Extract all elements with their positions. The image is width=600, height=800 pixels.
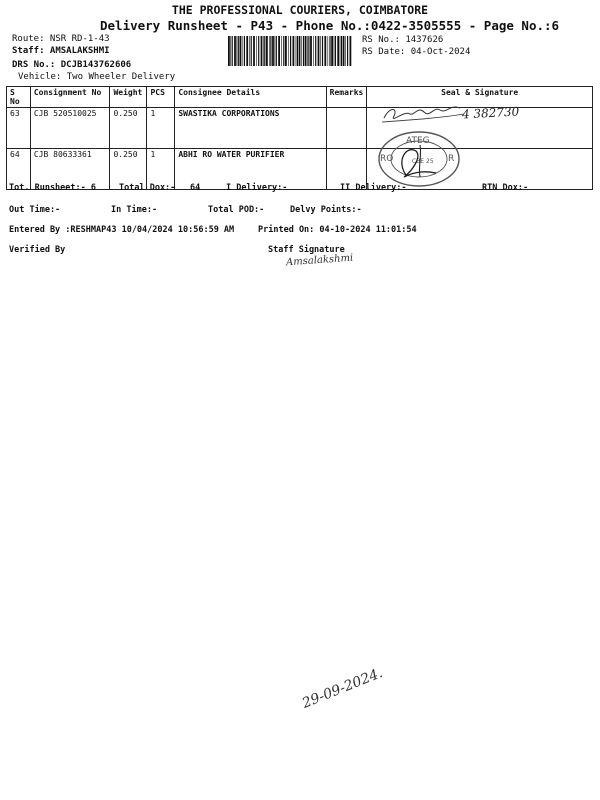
consignee: ABHI RO WATER PURIFIER — [175, 149, 326, 190]
barcode-bar — [296, 36, 297, 66]
staff-signature-handwritten: Amsalakshmi — [285, 252, 354, 269]
in-time: In Time:- — [111, 205, 158, 215]
barcode-bar — [303, 36, 304, 66]
svg-text:RO: RO — [380, 154, 394, 164]
total-dox-label: Total Dox:- — [119, 183, 176, 193]
runsheet-table — [6, 86, 593, 190]
serial-number: 64 — [7, 149, 31, 190]
barcode-bar — [266, 36, 268, 66]
i-delivery: I Delivery:- — [226, 183, 288, 193]
column-header: Consignee Details — [175, 87, 326, 108]
barcode-bar — [251, 36, 252, 66]
weight: 0.250 — [110, 108, 147, 149]
svg-text:CBE 25: CBE 25 — [412, 158, 434, 165]
weight: 0.250 — [110, 149, 147, 190]
column-header: Consignment No — [30, 87, 110, 108]
rs-number: RS No.: 1437626 — [362, 35, 444, 45]
barcode-bar — [347, 36, 348, 66]
barcode-bar — [322, 36, 323, 66]
barcode-bar — [228, 36, 230, 66]
total-dox-value: 64 — [190, 183, 201, 193]
pieces: 1 — [147, 108, 175, 149]
barcode-bar — [242, 36, 243, 66]
barcode-bar — [253, 36, 255, 66]
barcode-bar — [270, 36, 271, 66]
barcode-bar — [275, 36, 276, 66]
barcode-bar — [269, 36, 270, 66]
barcode-bar — [343, 36, 345, 66]
serial-number: 63 — [7, 108, 31, 149]
barcode-bar — [278, 36, 280, 66]
barcode-bar — [340, 36, 341, 66]
pieces: 1 — [147, 149, 175, 190]
out-time: Out Time:- — [9, 205, 61, 215]
barcode-bar — [328, 36, 329, 66]
handwritten-date: 29-09-2024. — [300, 665, 385, 712]
seal-stamp-image — [376, 131, 462, 191]
remarks — [326, 108, 367, 149]
barcode-bar — [272, 36, 274, 66]
barcode-bar — [334, 36, 335, 66]
barcode-bar — [350, 36, 352, 66]
barcode-bar — [299, 36, 301, 66]
column-header: PCS — [147, 87, 175, 108]
staff: Staff: AMSALAKSHMI — [12, 46, 110, 56]
barcode-bar — [261, 36, 263, 66]
column-header: Seal & Signature — [367, 87, 593, 108]
ii-delivery: II Delivery:- — [340, 183, 407, 193]
printed-on: Printed On: 04-10-2024 11:01:54 — [258, 225, 417, 235]
barcode-bar — [337, 36, 339, 66]
barcode-bar — [290, 36, 291, 66]
barcode-bar — [329, 36, 330, 66]
barcode-bar — [230, 36, 231, 66]
drs-number: DRS No.: DCJB143762606 — [12, 60, 132, 70]
total-pod: Total POD:- — [208, 205, 265, 215]
barcode-bar — [307, 36, 308, 66]
barcode-bar — [308, 36, 309, 66]
route: Route: NSR RD-1-43 — [12, 34, 110, 44]
rs-date: RS Date: 04-Oct-2024 — [362, 47, 471, 57]
barcode-bar — [293, 36, 295, 66]
vehicle: Vehicle: Two Wheeler Delivery — [18, 72, 176, 82]
barcode-bar — [238, 36, 239, 66]
barcode-bar — [324, 36, 326, 66]
consignment-number: CJB 520510025 — [30, 108, 110, 149]
column-header: Remarks — [326, 87, 367, 108]
handwritten-signature — [380, 96, 465, 126]
total-runsheet: Tot. Runsheet:- 6 — [9, 183, 96, 193]
barcode-bar — [264, 36, 265, 66]
barcode-bar — [240, 36, 242, 66]
barcode-bar — [335, 36, 336, 66]
barcode-bar — [313, 36, 314, 66]
barcode-bar — [345, 36, 346, 66]
barcode-bar — [258, 36, 259, 66]
barcode-bar — [232, 36, 233, 66]
consignee: SWASTIKA CORPORATIONS — [175, 108, 326, 149]
barcode-bar — [288, 36, 289, 66]
barcode-bar — [310, 36, 312, 66]
svg-text:R: R — [448, 154, 455, 164]
barcode-bar — [244, 36, 245, 66]
barcode-bar — [234, 36, 236, 66]
verified-by: Verified By — [9, 245, 66, 255]
consignment-number: CJB 80633361 — [30, 149, 110, 190]
barcode-bar — [256, 36, 257, 66]
svg-text:ATEG: ATEG — [406, 136, 430, 146]
barcode-bar — [301, 36, 302, 66]
barcode-bar — [285, 36, 287, 66]
handwritten-number: 4 382730 — [461, 104, 520, 122]
barcode-image — [228, 36, 352, 66]
barcode-bar — [331, 36, 333, 66]
column-header: Weight — [110, 87, 147, 108]
barcode-bar — [297, 36, 298, 66]
barcode-bar — [341, 36, 342, 66]
barcode-bar — [249, 36, 250, 66]
barcode-bar — [283, 36, 284, 66]
barcode-bar — [320, 36, 321, 66]
column-header: S No — [7, 87, 31, 108]
barcode-bar — [318, 36, 320, 66]
barcode-bar — [276, 36, 277, 66]
staff-signature-label: Staff Signature — [268, 245, 345, 255]
rtn-dox: RTN Dox:- — [482, 183, 529, 193]
barcode-bar — [246, 36, 248, 66]
barcode-bar — [315, 36, 316, 66]
barcode-bar — [263, 36, 264, 66]
company-name: THE PROFESSIONAL COURIERS, COIMBATORE — [171, 3, 429, 17]
barcode-bar — [305, 36, 307, 66]
document-title: Delivery Runsheet - P43 - Phone No.:0422-3505555 - Page No.:6 — [100, 18, 560, 33]
barcode-bar — [281, 36, 282, 66]
delivery-points: Delvy Points:- — [290, 205, 362, 215]
barcode-bar — [237, 36, 238, 66]
entered-by: Entered By :RESHMAP43 10/04/2024 10:56:59 AM — [9, 225, 235, 235]
